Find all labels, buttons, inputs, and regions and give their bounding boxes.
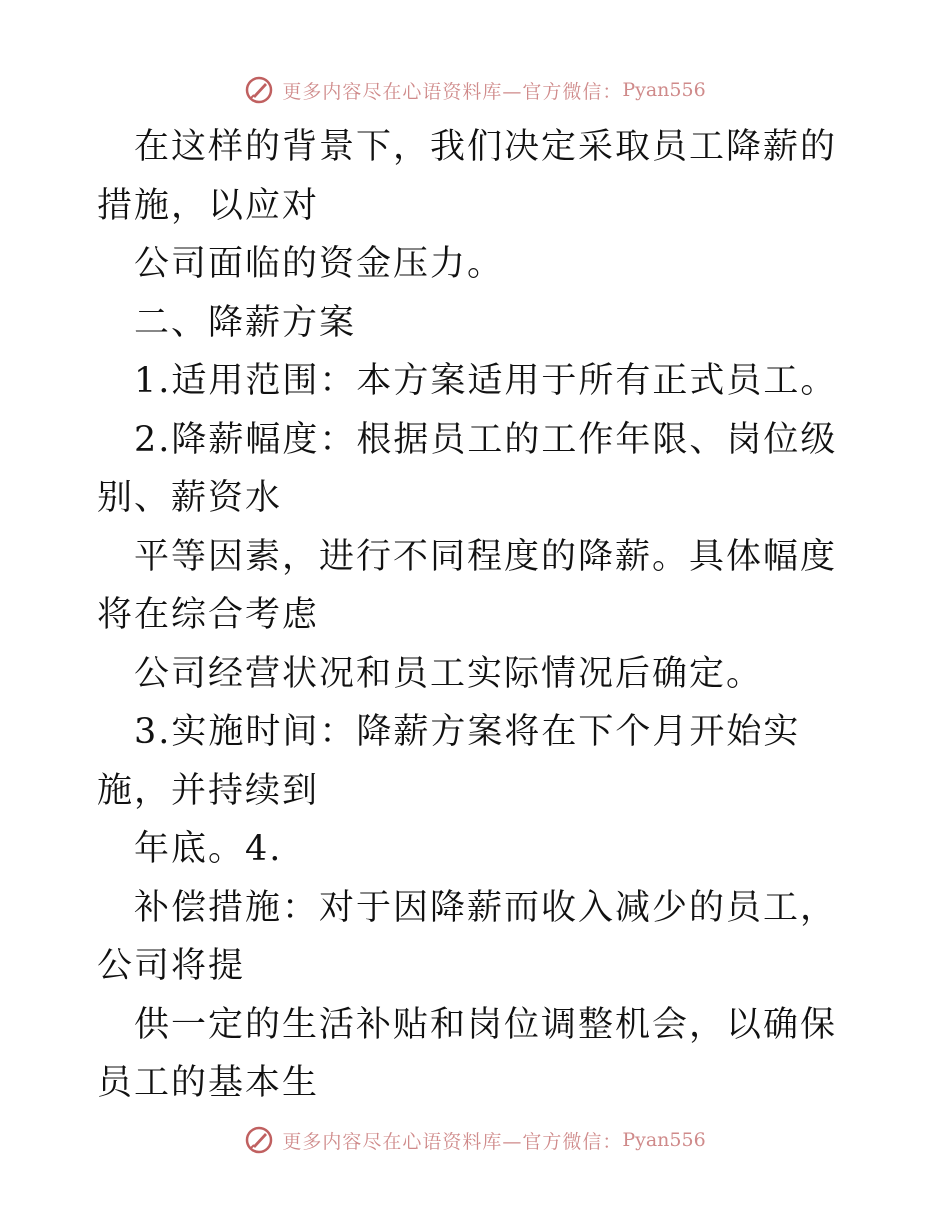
paragraph: 供一定的生活补贴和岗位调整机会，以确保员工的基本生 [97, 1004, 838, 1103]
paragraph: 公司经营状况和员工实际情况后确定。 [134, 653, 764, 694]
footer-banner-text: 更多内容尽在心语资料库—官方微信： [282, 1130, 623, 1153]
paragraph: 3.实施时间：降薪方案将在下个月开始实施，并持续到 [97, 712, 801, 811]
header-banner-id: Pyan556 [622, 79, 706, 101]
paragraph: 在这样的背景下，我们决定采取员工降薪的措施，以应对 [97, 127, 838, 226]
footer-banner [0, 1120, 950, 1160]
quill-pen-circle-icon [244, 75, 274, 105]
header-banner-text: 更多内容尽在心语资料库—官方微信： [282, 80, 623, 103]
footer-banner-id: Pyan556 [622, 1129, 706, 1151]
paragraph: 2.降薪幅度：根据员工的工作年限、岗位级别、薪资水 [97, 419, 838, 518]
paragraph: 补偿措施：对于因降薪而收入减少的员工，公司将提 [97, 887, 838, 986]
document-body [97, 118, 857, 1113]
quill-pen-circle-icon [244, 1125, 274, 1155]
header-banner [0, 70, 950, 110]
section-heading: 二、降薪方案 [134, 302, 357, 343]
paragraph: 年底。4. [134, 829, 283, 869]
paragraph: 公司面临的资金压力。 [134, 244, 505, 284]
paragraph: 平等因素，进行不同程度的降薪。具体幅度将在综合考虑 [97, 536, 838, 635]
paragraph: 1.适用范围：本方案适用于所有正式员工。 [134, 361, 838, 401]
